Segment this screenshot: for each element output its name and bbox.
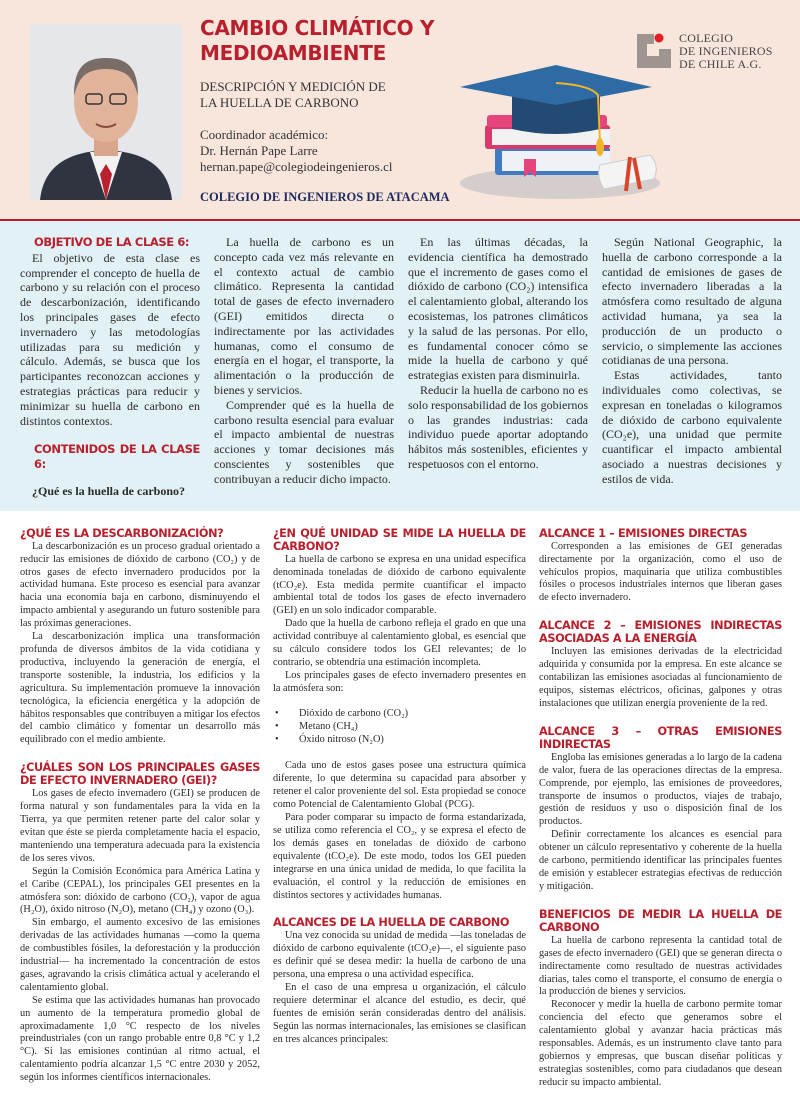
- contents-heading: CONTENIDOS DE LA CLASE 6:: [34, 442, 200, 472]
- question-heading: ¿Qué es la huella de carbono?: [32, 483, 186, 498]
- list-item: • Metano (CH₄): [273, 721, 526, 734]
- coordinator-email[interactable]: hernan.pape@colegiodeingenieros.cl: [200, 159, 393, 174]
- paragraph: Los gases de efecto invernadero (GEI) se producen de forma natural y son fundamentales para la vida en la Tierra, ya que permiten retener parte del calor solar y evitan que éste se pierda completamente hacia el espacio, manteniendo una temperatura adecuada para la existencia de los seres vivos.: [20, 788, 260, 864]
- column-decarbonization: [20, 527, 260, 1090]
- class-intro-section: [0, 221, 800, 511]
- graduation-books-illustration: [440, 55, 670, 205]
- page-title: [200, 16, 434, 66]
- subtitle-line: DESCRIPCIÓN Y MEDICIÓN DE: [200, 79, 386, 94]
- column-scopes: [539, 527, 782, 1090]
- gases-list: [273, 708, 526, 747]
- paragraph: La descarbonización es un proceso gradual orientado a reducir las emisiones de dióxido de carbono (CO₂) y de otros gases de efecto invernadero producidos por la actividad humana. Este proceso es esencial para avanzar hacia una economía baja en carbono, disminuyendo el impacto ambiental y asegurando un futuro sostenible para las próximas generaciones.: [20, 540, 260, 630]
- paragraph: Engloba las emisiones generadas a lo largo de la cadena de valor, fuera de las operaciones directas de la empresa. Comprende, por ejemplo, las emisiones de proveedores, transporte de insumos o productos, viajes de trabajo, gestión de residuos y uso o disposición final de los productos.: [539, 751, 782, 828]
- intro-paragraph: Comprender qué es la huella de carbono resulta esencial para evaluar el impacto ambiental de nuestras acciones y tomar decisiones más conscientes y sostenibles que contribuyan a reducir dicho impacto.: [214, 397, 394, 486]
- subtitle-line: LA HUELLA DE CARBONO: [200, 95, 359, 110]
- logo-text: DE INGENIEROS: [679, 44, 773, 58]
- paragraph: La descarbonización implica una transformación profunda de diversos ámbitos de la vida cotidiana y productiva, incluyendo la generación de energía, el transporte sostenible, la industria, los edificios y la agricultura. Su implementación promueve la innovación tecnológica, la eficiencia energética y la adopción de hábitos responsables que contribuyen a mitigar los efectos del cambio climático y fomentar un desarrollo más equilibrado con el medio ambiente.: [20, 631, 260, 746]
- paragraph: Una vez conocida su unidad de medida —las toneladas de dióxido de carbono equivalente (tCO₂e)—, el siguiente paso es definir qué se desea medir: la huella de carbono de una persona, una empresa o una actividad específica.: [273, 930, 526, 981]
- paragraph: Sin embargo, el aumento excesivo de las emisiones derivadas de las actividades humanas —como la quema de combustibles fósiles, la deforestación y la producción industrial— ha incrementado la concentración de estos gases, agravando la crisis climática actual y acelerando el calentamiento global.: [20, 917, 260, 993]
- section-heading: ¿EN QUÉ UNIDAD SE MIDE LA HUELLA DE CARBONO?: [273, 526, 526, 553]
- paragraph: Para poder comparar su impacto de forma estandarizada, se utiliza como referencia el CO₂, y se expresa el efecto de los demás gases en toneladas de dióxido de carbono equivalente (tCO₂e). De este modo, todos los GEI pueden integrarse en una única unidad de medida, lo que facilita la evaluación, el control y la reducción de emisiones en distintos sectores y actividades humanas.: [273, 812, 526, 901]
- section-heading: ¿CUÁLES SON LOS PRINCIPALES GASES DE EFECTO INVERNADERO (GEI)?: [20, 761, 260, 788]
- paragraph: Cada uno de estos gases posee una estructura química diferente, lo que determina su capacidad para absorber y retener el calor proveniente del sol. Esta propiedad se conoce como Potencial de Calentamiento Global (PCG).: [273, 760, 526, 811]
- logo-text: DE CHILE A.G.: [679, 57, 762, 71]
- objective-text: El objetivo de esta clase es comprender el concepto de huella de carbono y su relación con el proceso de descarbonización, identificando los principales gases de efecto invernadero y las metodologías utilizadas para su medición y cálculo. Además, se busca que los participantes reconozcan acciones y estrategias prácticas para reducir y minimizar su huella de carbono en distintos contextos.: [20, 250, 200, 428]
- paragraph: Definir correctamente los alcances es esencial para obtener un cálculo representativo y coherente de la huella de carbono, permitiendo identificar las principales fuentes de emisión y establecer estrategias efectivas de reducción y mitigación.: [539, 829, 782, 892]
- objective-heading: OBJETIVO DE LA CLASE 6:: [34, 235, 190, 249]
- paragraph: Corresponden a las emisiones de GEI generadas directamente por la organización, como el uso de vehículos propios, maquinaria que utiliza combustibles fósiles o procesos industriales internos que liberan gases de efecto invernadero.: [539, 540, 782, 604]
- paragraph: En el caso de una empresa u organización, el cálculo requiere determinar el alcance del estudio, es decir, qué fuentes de emisión serán consideradas dentro del análisis. Según las normas internacionales, las emisiones se clasifican en tres alcances principales:: [273, 982, 526, 1045]
- title-line: MEDIOAMBIENTE: [200, 41, 386, 65]
- section-heading: ¿QUÉ ES LA DESCARBONIZACIÓN?: [20, 526, 224, 540]
- intro-paragraph: En las últimas décadas, la evidencia científica ha demostrado que el incremento de gases como el dióxido de carbono (CO₂) intensifica el calentamiento global, alterando los ecosistemas, los patrones climáticos y la salud de las personas. Por ello, es fundamental conocer cómo se mide la huella de carbono y qué estrategias existen para disminuirla.: [408, 235, 588, 383]
- paragraph: Los principales gases de efecto invernadero presentes en la atmósfera son:: [273, 669, 526, 694]
- intro-paragraph: La huella de carbono es un concepto cada vez más relevante en el contexto actual de cambio climático. Representa la cantidad total de gases de efecto invernadero (GEI) emitidos directa o indirectamente por las actividades humanas, como el consumo de energía en el hogar, el transporte, la alimentación o la producción de bienes y servicios.: [214, 235, 394, 397]
- paragraph: Incluyen las emisiones derivadas de la electricidad adquirida y consumida por la empresa. En este alcance se contabilizan las emisiones asociadas al funcionamiento de equipos, sistemas eléctricos, oficinas, galpones y otras instalaciones que utilizan energía proveniente de la red.: [539, 646, 782, 709]
- paragraph: Según la Comisión Económica para América Latina y el Caribe (CEPAL), los principales GEI presentes en la atmósfera son: dióxido de carbono (CO₂), vapor de agua (H₂O), óxido nitroso (N₂O), metano (CH₄) y ozono (O₃).: [20, 865, 260, 916]
- section-heading: ALCANCE 2 – EMISIONES INDIRECTAS ASOCIADAS A LA ENERGÍA: [539, 619, 782, 646]
- logo-text: COLEGIO: [679, 31, 734, 45]
- header-banner: [0, 0, 800, 221]
- paragraph: Reconocer y medir la huella de carbono permite tomar conciencia del efecto que generamos sobre el calentamiento global y avanzar hacia prácticas más responsables. Además, es un instrumento clave tanto para gobiernos y empresas, que buscan diseñar políticas y estrategias sostenibles, como para ciudadanos que desean reducir su impacto ambiental.: [539, 999, 782, 1088]
- coordinator-info: [200, 127, 392, 175]
- section-heading: ALCANCE 3 – OTRAS EMISIONES INDIRECTAS: [539, 724, 782, 751]
- subtitle: [200, 79, 386, 111]
- organization-name: COLEGIO DE INGENIEROS DE ATACAMA: [200, 190, 450, 204]
- coordinator-name: Dr. Hernán Pape Larre: [200, 143, 318, 158]
- paragraph: La huella de carbono representa la cantidad total de gases de efecto invernadero (GEI) que se generan directa o indirectamente como resultado de nuestras actividades diarias, tales como el transporte, el consumo de energía o la producción de bienes y servicios.: [539, 934, 782, 998]
- coordinator-photo: [30, 24, 182, 200]
- section-heading: ALCANCES DE LA HUELLA DE CARBONO: [273, 916, 510, 930]
- intro-paragraph: Reducir la huella de carbono no es solo responsabilidad de los gobiernos o las grandes industrias: cada individuo puede aportar adoptando hábitos más sostenibles, eficientes y respetuosos con el entorno.: [408, 382, 588, 471]
- article-body: [0, 511, 800, 1100]
- intro-paragraph: Según National Geographic, la huella de carbono corresponde a la cantidad de emisiones de gases de efecto invernadero liberadas a la atmósfera como resultado de alguna actividad humana, ya sea la producción de un producto o servicio, o simplemente las acciones cotidianas de una persona.: [602, 235, 782, 368]
- coordinator-label: Coordinador académico:: [200, 127, 329, 142]
- column-measurement-unit: [273, 527, 526, 1090]
- intro-paragraph: Estas actividades, tanto individuales como colectivas, se expresan en toneladas o kilogramos de dióxido de carbono equivalente (CO₂e), una unidad que permite cuantificar el impacto ambiental asociado a nuestras decisiones y estilos de vida.: [602, 368, 782, 486]
- list-item: • Óxido nitroso (N₂O): [273, 734, 526, 747]
- paragraph: La huella de carbono se expresa en una unidad específica denominada toneladas de dióxido de carbono equivalente (tCO₂e). Esta medida permite cuantificar el impacto ambiental total de todos los gases de efecto invernadero (GEI) en un solo indicador comparable.: [273, 553, 526, 617]
- title-line: CAMBIO CLIMÁTICO Y: [200, 16, 435, 40]
- section-heading: ALCANCE 1 – EMISIONES DIRECTAS: [539, 526, 748, 540]
- list-item: • Dióxido de carbono (CO₂): [273, 708, 526, 721]
- paragraph: Dado que la huella de carbono refleja el grado en que una actividad contribuye al calentamiento global, es esencial que su cálculo considere todos los GEI relevantes; de lo contrario, se obtendría una estimación incompleta.: [273, 618, 526, 668]
- section-heading: BENEFICIOS DE MEDIR LA HUELLA DE CARBONO: [539, 907, 782, 934]
- paragraph: Se estima que las actividades humanas han provocado un aumento de la temperatura promedio global de aproximadamente 1,0 °C respecto de los niveles preindustriales (con un rango probable entre 0,8 °C y 1,2 °C). Si las emisiones continúan al ritmo actual, el calentamiento podría alcanzar 1,5 °C entre 2030 y 2052, según los informes científicos internacionales.: [20, 994, 260, 1084]
